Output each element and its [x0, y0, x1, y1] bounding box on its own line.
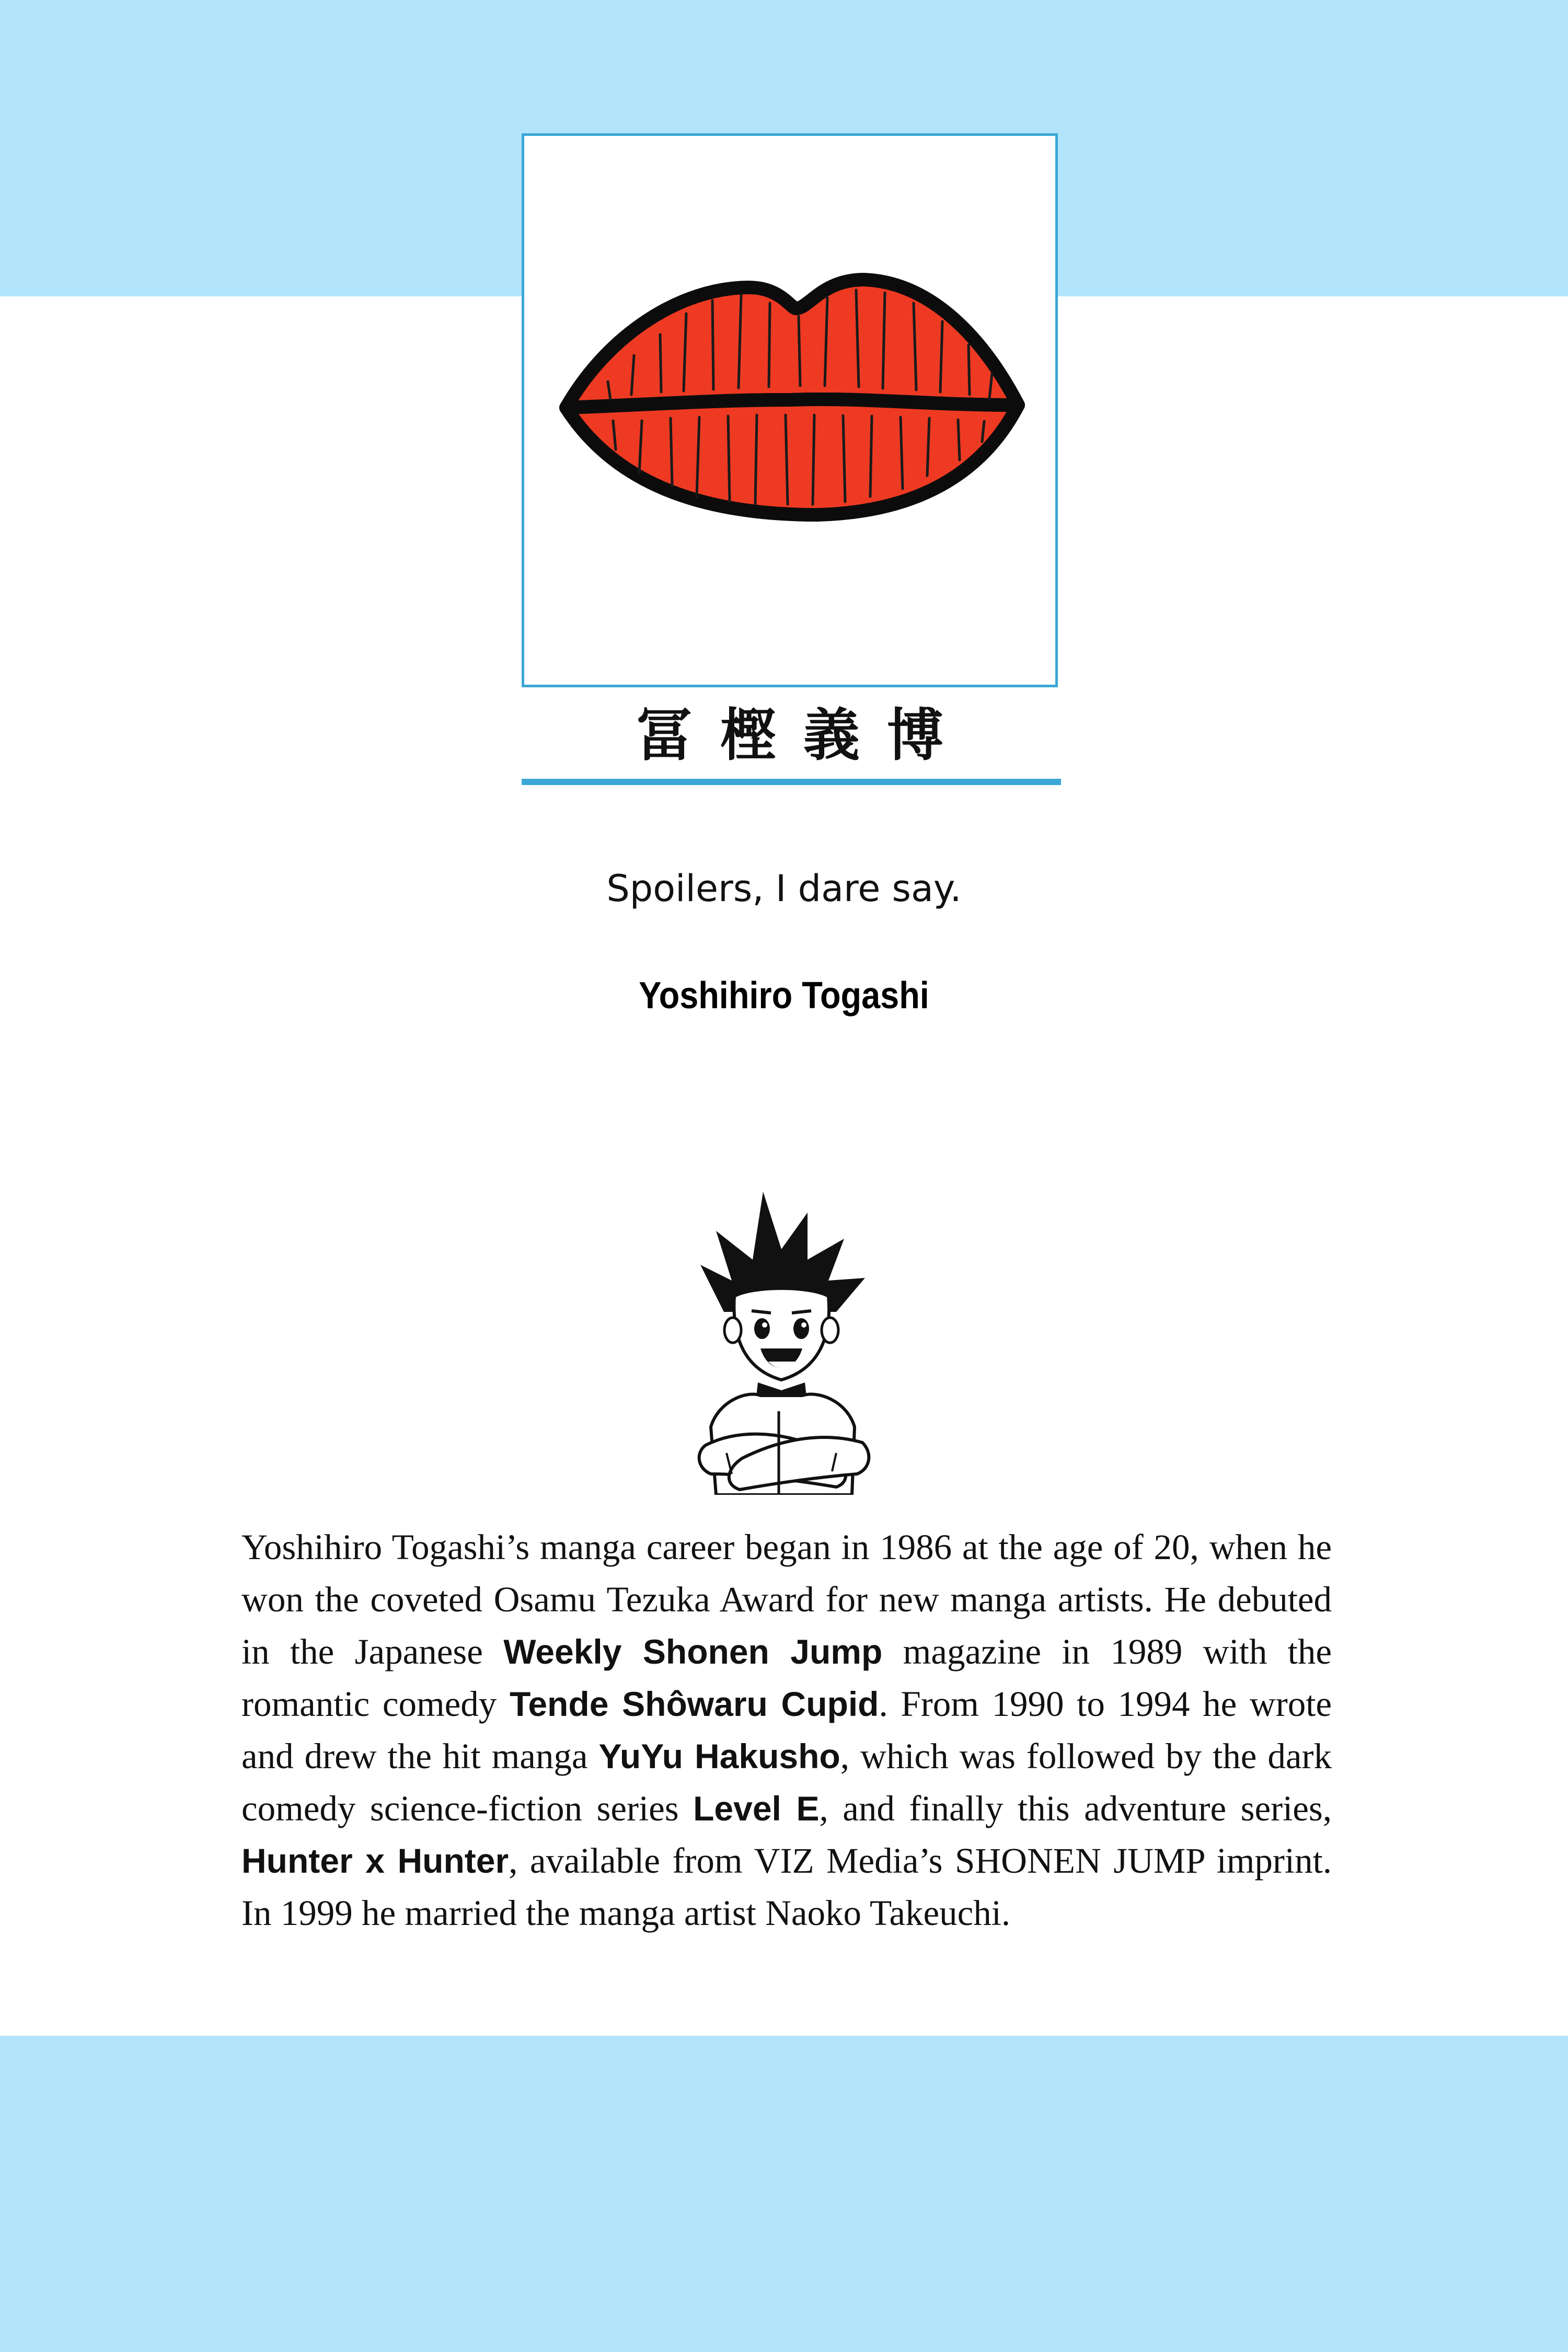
- author-signature: Yoshihiro Togashi: [639, 975, 929, 1017]
- author-quote: Spoilers, I dare say.: [606, 867, 962, 910]
- bio-text: , available from VIZ Media’s SHONEN JUMP imprint. In 1999 he married the manga artist Naoko Takeuchi.: [241, 1841, 1332, 1933]
- bio-title-level-e: Level E: [693, 1789, 820, 1828]
- gon-character-portrait: [695, 1181, 873, 1495]
- bio-title-tende-showaru-cupid: Tende Shôwaru Cupid: [509, 1685, 879, 1723]
- bio-text: . From 1990 to 1994 he wrote and drew the hit manga: [241, 1684, 1332, 1776]
- bio-title-hunter-x-hunter: Hunter x Hunter: [241, 1841, 509, 1880]
- bio-text: , which was followed by the dark comedy science-fiction series: [241, 1736, 1332, 1828]
- bio-text: Yoshihiro Togashi’s manga career began in 1986 at the age of 20, when he won the coveted Osamu Tezuka Award for new manga artists. He debuted in the Japanese: [241, 1527, 1332, 1671]
- author-biography: [241, 1521, 1332, 1939]
- kanji-underline: [522, 779, 1061, 785]
- lips-illustration-frame: [522, 133, 1058, 687]
- bio-title-weekly-shonen-jump: Weekly Shonen Jump: [503, 1632, 883, 1671]
- author-kanji-name: 冨樫義博: [636, 703, 971, 768]
- bio-text: , and finally this adventure series,: [819, 1789, 1332, 1828]
- lips-drawing: [524, 136, 1055, 685]
- bio-title-yuyu-hakusho: YuYu Hakusho: [598, 1737, 840, 1775]
- bio-text: magazine in 1989 with the romantic comedy: [241, 1632, 1332, 1724]
- bottom-color-band: [0, 2036, 1568, 2352]
